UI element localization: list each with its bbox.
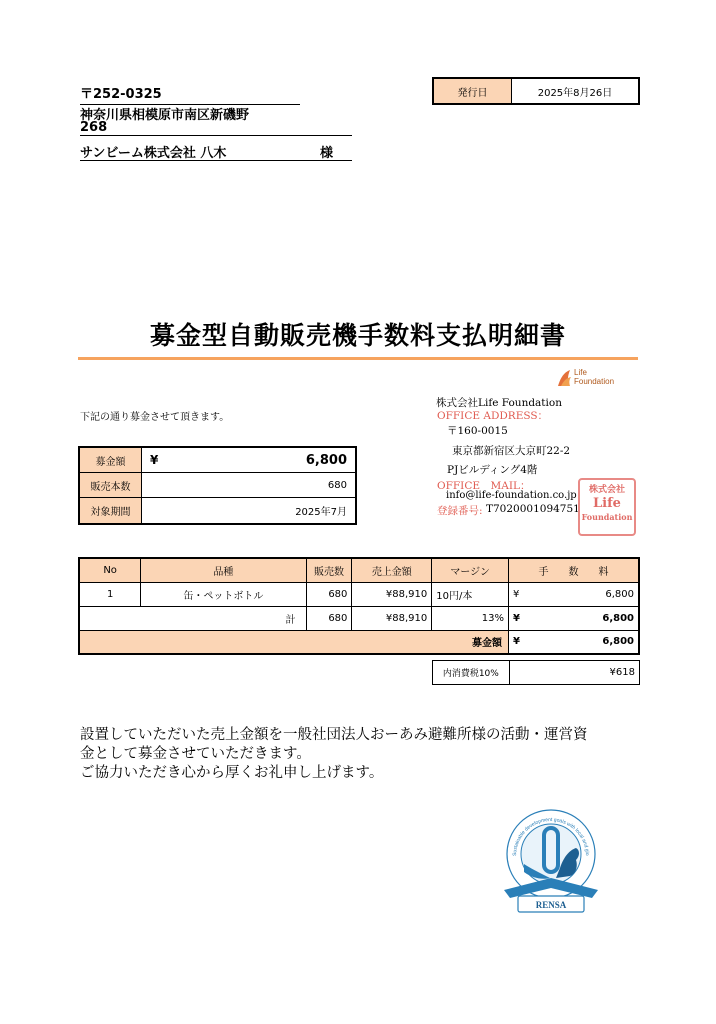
- yen-sign: ¥: [512, 636, 520, 648]
- summary-table: [78, 446, 357, 525]
- company-address-line2: PJビルディング4階: [447, 464, 538, 476]
- rensa-logo-icon: [494, 798, 608, 918]
- recipient-address-line1: 神奈川県相模原市南区新磯野: [80, 108, 250, 123]
- summary-row-sold: 販売本数 680: [80, 473, 355, 498]
- yen-sign: ¥: [512, 612, 520, 624]
- summary-period-value: 2025年7月: [295, 507, 347, 518]
- office-mail-label: OFFICE MAIL：: [437, 480, 531, 492]
- company-postal: 〒160-0015: [447, 425, 508, 437]
- recipient-postal: 〒252-0325: [80, 87, 162, 102]
- tax-table: [432, 660, 640, 685]
- header-qty: 販売数: [306, 558, 352, 582]
- document-title: 募金型自動販売機手数料支払明細書: [149, 321, 566, 350]
- header-margin: マージン: [432, 558, 509, 582]
- company-name: 株式会社Life Foundation: [436, 397, 562, 409]
- office-address-label: OFFICE ADDRESS：: [437, 410, 549, 422]
- company-seal-stamp: 株式会社 Life Foundation: [578, 478, 636, 536]
- summary-row-donation: 募金額 ¥ 6,800: [80, 448, 355, 473]
- company-email: info@life-foundation.co.jp: [446, 490, 577, 501]
- title-rule: [78, 357, 638, 360]
- detail-table: [78, 557, 640, 655]
- detail-header-row: [79, 558, 639, 582]
- registration-label: 登録番号:: [437, 505, 483, 517]
- donation-message: 設置していただいた売上金額を一般社団法人おーあみ避難所様の活動・運営資 金として募金させていただきます。 ご協力いただき心から厚くお礼申し上げます。: [80, 727, 588, 781]
- registration-number: T7020001094751: [486, 503, 580, 515]
- summary-row-period: 対象期間 2025年7月: [80, 498, 355, 523]
- recipient-rule: [80, 160, 352, 161]
- summary-donation-value: 6,800: [305, 452, 347, 468]
- yen-sign: ¥: [512, 588, 520, 600]
- life-foundation-logo-text: Life Foundation: [574, 368, 615, 386]
- issue-date-box: [432, 77, 640, 105]
- summary-sold-value: 680: [327, 479, 347, 491]
- donation-row: 募金額 ¥ 6,800: [79, 630, 639, 654]
- company-address-line1: 東京都新宿区大京町22-2: [452, 445, 571, 457]
- yen-sign: ¥: [150, 453, 159, 467]
- donation-total-value: 6,800: [602, 636, 634, 648]
- rensa-label: RENSA: [535, 900, 567, 910]
- tax-row: 内消費税10% ¥618: [433, 661, 640, 685]
- header-no: No: [79, 558, 141, 582]
- total-row: 計 680 ¥88,910 13% ¥ 6,800: [79, 606, 639, 630]
- recipient-name: サンビーム株式会社 八木: [80, 146, 227, 161]
- intro-text: 下記の通り募金させて頂きます。: [80, 412, 230, 423]
- issue-date-value: 2025年8月26日: [537, 87, 613, 99]
- header-item: 品種: [141, 558, 306, 582]
- recipient-rule: [80, 104, 300, 105]
- recipient-address-line2: 268: [80, 120, 108, 135]
- table-row: 1 缶・ペットボトル 680 ¥88,910 10円/本 ¥ 6,800: [79, 582, 639, 606]
- recipient-rule: [80, 135, 352, 136]
- header-sales: 売上金額: [352, 558, 432, 582]
- header-fee: 手 数 料: [508, 558, 639, 582]
- recipient-honorific: 様: [320, 146, 334, 161]
- issue-date-label: 発行日: [434, 79, 512, 103]
- rensa-ring-text: Sustainable development goals with local and glo: [511, 816, 591, 857]
